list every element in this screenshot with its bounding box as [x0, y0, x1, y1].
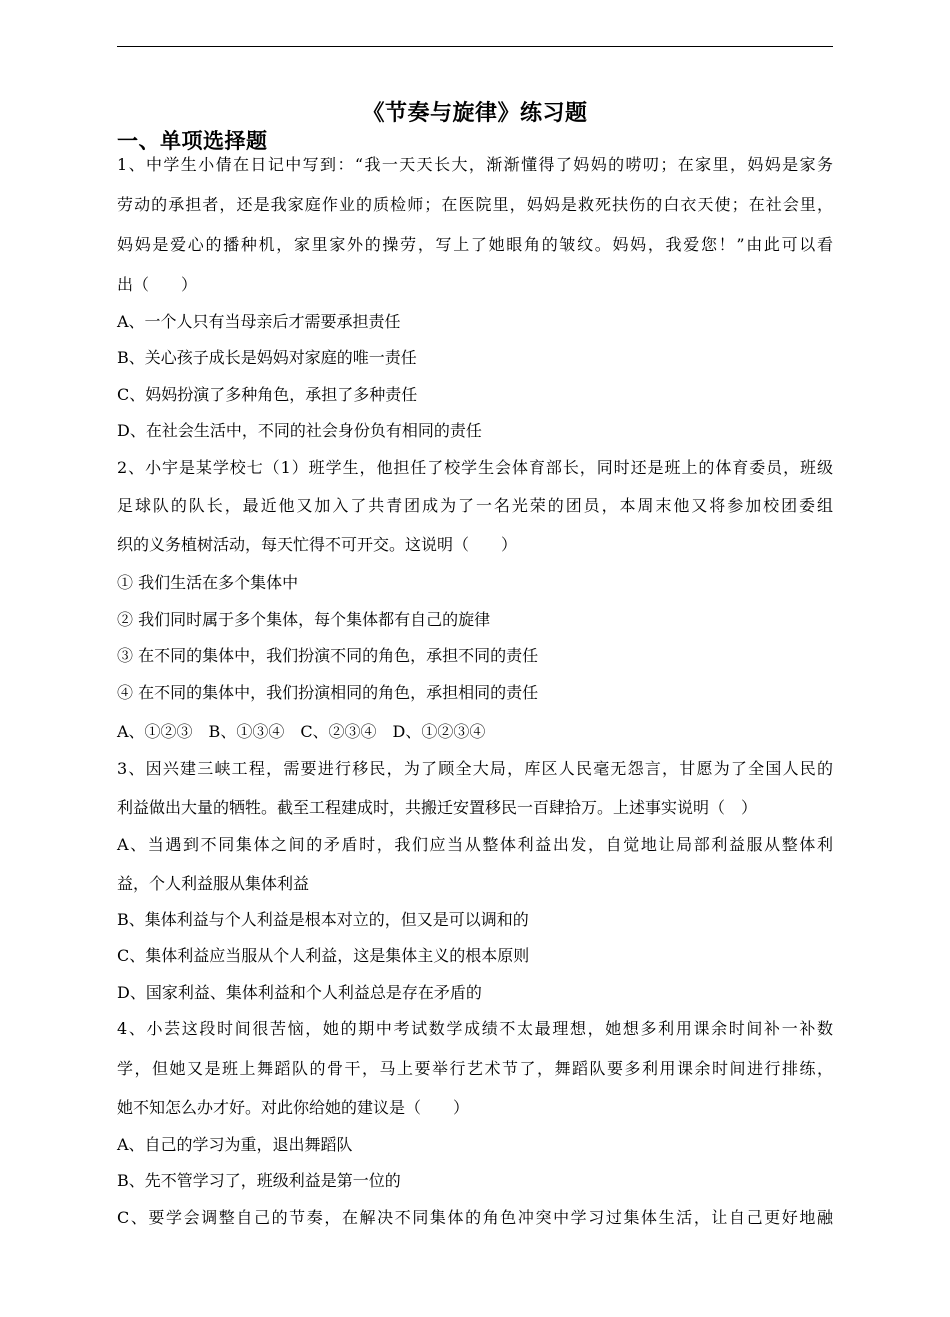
header-rule: [117, 46, 833, 47]
q2-statement-2: ② 我们同时属于多个集体，每个集体都有自己的旋律: [117, 610, 491, 629]
q1-option-b: B、关心孩子成长是妈妈对家庭的唯一责任: [117, 348, 417, 367]
q3-stem-line-2: 利益做出大量的牺牲。截至工程建成时，共搬迁安置移民一百肆拾万。上述事实说明（ ）: [117, 798, 758, 817]
q2-options: A、①②③ B、①③④ C、②③④ D、①②③④: [117, 722, 486, 741]
q1-stem-line-3: 妈妈是爱心的播种机，家里家外的操劳，写上了她眼角的皱纹。妈妈，我爱您！”由此可以看: [117, 235, 833, 254]
q2-stem-line-3: 织的义务植树活动，每天忙得不可开交。这说明（ ）: [117, 535, 518, 554]
q1-stem-line-2: 劳动的承担者，还是我家庭作业的质检师；在医院里，妈妈是救死扶伤的白衣天使；在社会里，: [117, 195, 833, 214]
document-title: 《节奏与旋律》练习题: [362, 100, 588, 126]
q4-option-a: A、自己的学习为重，退出舞蹈队: [117, 1135, 353, 1154]
section-heading: 一、单项选择题: [117, 128, 268, 153]
q4-stem-line-2: 学，但她又是班上舞蹈队的骨干，马上要举行艺术节了，舞蹈队要多利用课余时间进行排练，: [117, 1059, 833, 1078]
q2-stem-line-1: 2、小宇是某学校七（1）班学生，他担任了校学生会体育部长，同时还是班上的体育委员，班级: [117, 458, 833, 477]
q3-option-a-line-2: 益，个人利益服从集体利益: [117, 874, 310, 893]
q3-option-a-line-1: A、当遇到不同集体之间的矛盾时，我们应当从整体利益出发，自觉地让局部利益服从整体利: [117, 835, 833, 854]
q2-statement-4: ④ 在不同的集体中，我们扮演相同的角色，承担相同的责任: [117, 683, 539, 702]
q1-stem-line-4: 出（ ）: [117, 275, 198, 294]
q2-statement-1: ① 我们生活在多个集体中: [117, 573, 299, 592]
q4-stem-line-1: 4、小芸这段时间很苦恼，她的期中考试数学成绩不太最理想，她想多利用课余时间补一补数: [117, 1019, 833, 1038]
q4-stem-line-3: 她不知怎么办才好。对此你给她的建议是（ ）: [117, 1098, 470, 1117]
q3-option-c: C、集体利益应当服从个人利益，这是集体主义的根本原则: [117, 946, 530, 965]
q3-stem-line-1: 3、因兴建三峡工程，需要进行移民，为了顾全大局，库区人民毫无怨言，甘愿为了全国人民的: [117, 759, 833, 778]
q1-option-a: A、一个人只有当母亲后才需要承担责任: [117, 312, 401, 331]
q3-option-b: B、集体利益与个人利益是根本对立的，但又是可以调和的: [117, 910, 529, 929]
q1-option-c: C、妈妈扮演了多种角色，承担了多种责任: [117, 385, 418, 404]
q4-option-c-line-1: C、要学会调整自己的节奏，在解决不同集体的角色冲突中学习过集体生活，让自己更好地融: [117, 1208, 833, 1227]
q1-stem-line-1: 1、中学生小倩在日记中写到：“我一天天长大，渐渐懂得了妈妈的唠叨；在家里，妈妈是家务: [117, 155, 833, 174]
q3-option-d: D、国家利益、集体利益和个人利益总是存在矛盾的: [117, 983, 482, 1002]
q1-option-d: D、在社会生活中，不同的社会身份负有相同的责任: [117, 421, 482, 440]
q2-stem-line-2: 足球队的队长，最近他又加入了共青团成为了一名光荣的团员，本周末他又将参加校团委组: [117, 496, 833, 515]
q4-option-b: B、先不管学习了，班级利益是第一位的: [117, 1171, 401, 1190]
q2-statement-3: ③ 在不同的集体中，我们扮演不同的角色，承担不同的责任: [117, 646, 539, 665]
